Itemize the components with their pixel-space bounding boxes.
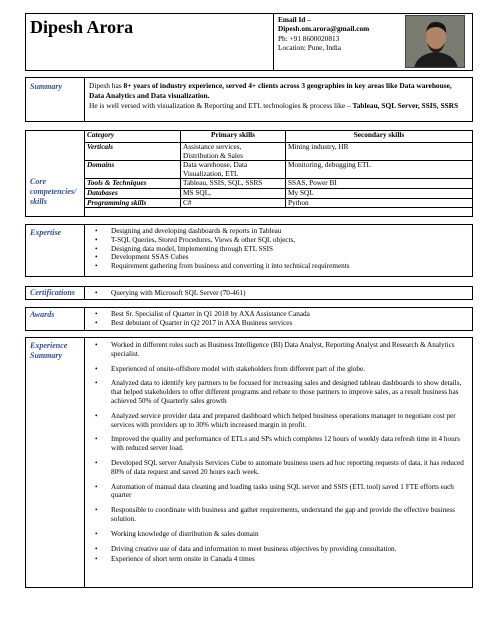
experience-list [90, 341, 468, 564]
list-item [90, 435, 468, 453]
skills-label-line3: skills [30, 197, 47, 206]
contact-block [278, 15, 403, 53]
skills-label-line2: competencies/ [30, 187, 77, 196]
bullet-icon: • [95, 364, 98, 373]
list-item [90, 319, 470, 328]
skills-row-domains [85, 161, 473, 179]
list-item [90, 379, 468, 405]
bullet-icon: • [95, 235, 98, 244]
list-item-text: Designing data model, Implementing through ETL SSIS [111, 244, 274, 253]
list-item-text: Querying with Microsoft SQL Server (70-461) [111, 289, 246, 297]
expertise-label-divider [84, 224, 85, 277]
list-item [90, 245, 470, 254]
bullet-icon: • [95, 544, 98, 553]
list-item-text: Experienced of onsite-offshore model with stakeholders from different part of the globe. [111, 364, 366, 373]
experience-label [30, 341, 67, 361]
list-item-text: Experience of short term onsite in Canada 4 times [111, 555, 255, 564]
list-item-text: Requirement gathering from business and converting it into technical requirements [111, 262, 350, 271]
list-item [90, 310, 470, 319]
location-value: Location: Pune, India [278, 43, 342, 53]
header-category: Category [85, 131, 181, 143]
awards-label: Awards [30, 310, 55, 319]
phone-value: Ph: +91 8600020813 [278, 33, 340, 43]
skills-secondary: Mining industry, HR [286, 143, 473, 161]
experience-label-line1: Experience [30, 341, 68, 350]
list-item [90, 545, 468, 554]
header-divider [273, 13, 274, 71]
list-item-text: Driving creative use of data and information to meet business objectives by providing consultation. [111, 544, 397, 553]
skills-primary-line: Assistance services, [183, 142, 242, 151]
email-value[interactable]: Dipesh.om.arora@gmail.com [278, 24, 370, 34]
person-photo-icon [406, 16, 465, 68]
list-item [90, 483, 468, 501]
skills-table [84, 130, 473, 208]
experience-label-divider [84, 337, 85, 588]
summary-label-divider [84, 77, 85, 122]
skills-category: Verticals [85, 143, 181, 161]
expertise-label: Expertise [30, 228, 62, 237]
bullet-icon: • [95, 289, 98, 297]
list-item-text: Automation of manual data cleaning and loading tasks using SQL server and SSIS (ETL tool) saved 1 FTE efforts each quarter [111, 482, 454, 500]
skills-primary: C# [181, 198, 286, 208]
list-item [90, 341, 468, 359]
skills-row-databases [85, 188, 473, 198]
summary-line1-intro: Dipesh has [89, 81, 124, 90]
list-item-text: Analyzed service provider data and prepared dashboard which helped business operations manager to negotiate cost per services with providers up to 30% which increased margin in profit. [111, 411, 456, 429]
skills-category: Databases [85, 188, 181, 198]
skills-primary [181, 143, 286, 161]
summary-label: Summary [30, 82, 63, 91]
bullet-icon: • [95, 529, 98, 538]
list-item [90, 253, 470, 262]
awards-label-divider [84, 307, 85, 331]
summary-line2-intro: He is well versed with visualization & Reporting and ETL technologies & process like – [89, 101, 353, 111]
bullet-icon: • [95, 458, 98, 467]
skills-label [30, 177, 76, 207]
list-item [90, 289, 470, 298]
list-item [90, 459, 468, 477]
bullet-icon: • [95, 411, 98, 420]
profile-photo [405, 15, 465, 68]
bullet-icon: • [95, 482, 98, 491]
skills-category: Domains [85, 161, 181, 179]
skills-primary: MS SQL, [181, 188, 286, 198]
list-item-text: Best Sr. Specialist of Quarter in Q1 2018 by AXA Assistance Canada [111, 310, 310, 318]
list-item [90, 236, 470, 245]
candidate-name: Dipesh Arora [30, 17, 134, 37]
list-item-text: Analyzed data to identify key partners to be focused for increasing sales and designed tableau dashboards to show details, that helped stakeholders to offer different programs and rebate to those partners to improve sales, as a result business has achieved 50% of Quarterly sales growth [111, 379, 462, 405]
skills-secondary: SSAS, Power BI [286, 179, 473, 189]
skills-header-row [85, 131, 473, 143]
summary-text [89, 81, 467, 112]
bullet-icon: • [95, 506, 98, 515]
list-item [90, 506, 468, 524]
skills-row-tools [85, 179, 473, 189]
list-item [90, 555, 468, 564]
summary-line2-highlight: Tableau, SQL Server, SSIS, SSRS [352, 101, 459, 111]
skills-primary [181, 161, 286, 179]
skills-primary-line: Data warehouse, Data [183, 160, 248, 170]
skills-row-verticals [85, 143, 473, 161]
list-item-text: Developed SQL server Analysis Services Cube to automate business users ad hoc reporting requests of data, it has reduced 80% of data request and saved 20 hours each week. [111, 458, 464, 476]
skills-secondary: Monitoring, debugging ETL [286, 161, 473, 179]
list-item-text: Designing and developing dashboards & reports in Tableau [111, 227, 282, 235]
list-item [90, 530, 468, 539]
list-item-text: Responsible to coordinate with business and gather requirements, understand the gap and provide the effective business solution. [111, 506, 455, 523]
list-item-text: T-SQL Queries, Stored Procedures, Views & other SQL objects, [111, 235, 296, 244]
bullet-icon: • [95, 262, 98, 271]
list-item-text: Improved the quality and performance of ETLs and SPs which completes 12 hours of weekly data refresh time in 4 hours with reduced server load. [111, 435, 460, 453]
skills-primary-line: Distribution & Sales [183, 150, 243, 160]
summary-line1-highlight: 8+ years of industry experience, served 4+ clients across 3 geographies in key areas like Data warehouse, Data Analytics and Data visualization. [89, 81, 452, 101]
bullet-icon: • [95, 555, 98, 564]
list-item [90, 365, 468, 374]
email-label: Email Id – [278, 15, 311, 24]
header-primary: Primary skills [181, 131, 286, 143]
bullet-icon: • [95, 253, 98, 262]
skills-category: Tools & Techniques [85, 179, 181, 189]
skills-secondary: My SQL [286, 188, 473, 198]
bullet-icon: • [95, 379, 98, 388]
list-item [90, 262, 470, 271]
certifications-label: Certifications [30, 288, 75, 297]
bullet-icon: • [95, 341, 98, 349]
expertise-list [90, 227, 470, 271]
certifications-list [90, 289, 470, 298]
experience-label-line2: Summary [30, 351, 63, 360]
list-item-text: Best debutant of Quarter in Q2 2017 in AXA Business services [111, 318, 293, 327]
list-item-text: Worked in different roles such as Business Intelligence (BI) Data Analyst, Reporting Analyst and Research & Analytics specialist. [111, 341, 455, 358]
skills-row-programming [85, 198, 473, 208]
awards-list [90, 310, 470, 328]
skills-secondary: Python [286, 198, 473, 208]
certifications-label-divider [84, 286, 85, 300]
skills-label-line1: Core [30, 177, 46, 186]
bullet-icon: • [95, 435, 98, 444]
skills-primary-line: Visualization, ETL [183, 168, 239, 178]
list-item-text: Working knowledge of distribution & sales domain [111, 529, 259, 538]
skills-primary: Tableau, SSIS, SQL, SSRS [181, 179, 286, 189]
list-item [90, 227, 470, 236]
bullet-icon: • [95, 227, 98, 235]
list-item-text: Development SSAS Cubes [111, 253, 189, 262]
skills-category: Programming skills [85, 198, 181, 208]
bullet-icon: • [95, 318, 98, 327]
list-item [90, 412, 468, 430]
header-secondary: Secondary skills [286, 131, 473, 143]
bullet-icon: • [95, 310, 98, 318]
bullet-icon: • [95, 244, 98, 253]
